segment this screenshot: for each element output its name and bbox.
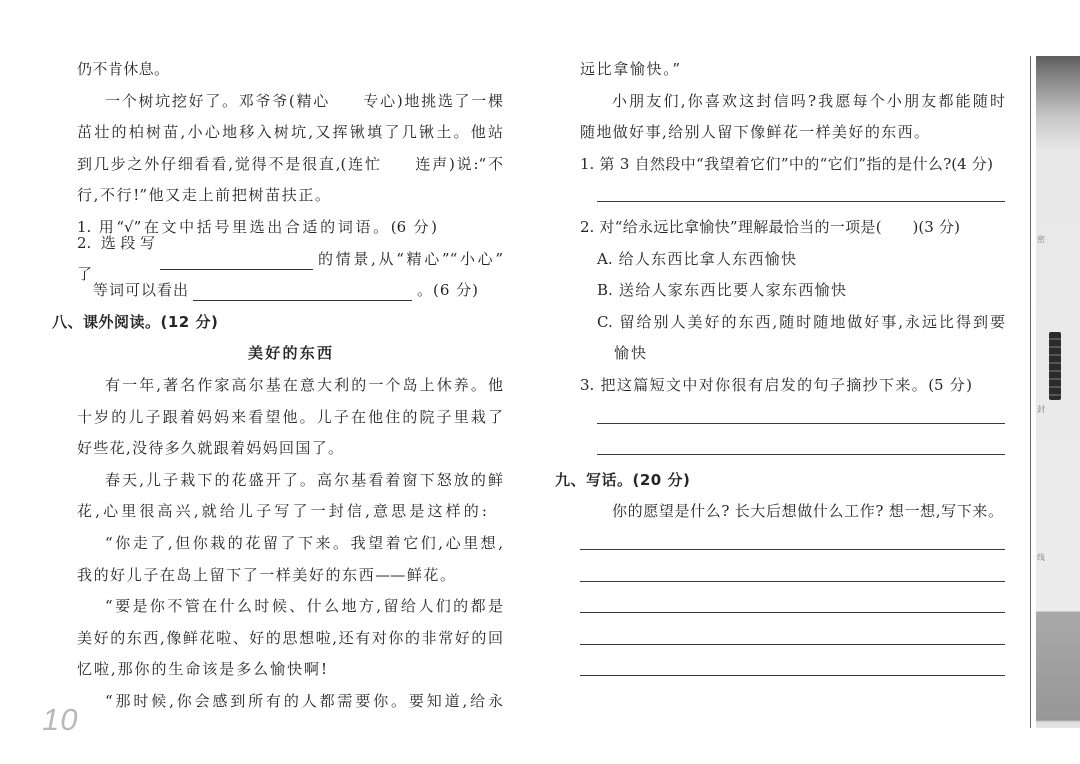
writing-line — [580, 528, 1005, 560]
question-2-cont-prefix: 等词可以看出 — [93, 281, 188, 300]
passage-line: 有一年,著名作家高尔基在意大利的一个岛上休养。他 — [105, 375, 503, 394]
passage-line: 仍不肯休息。 — [77, 60, 169, 78]
reading-question-2: 2. 对“给永远比拿愉快”理解最恰当的一项是( )(3 分) — [580, 217, 960, 236]
passage-line: 美好的东西,像鲜花啦、好的思想啦,还有对你的非常好的回 — [77, 628, 503, 647]
section-heading: 九、写话。(20 分) — [555, 470, 691, 489]
reading-question-3: 3. 把这篇短文中对你很有启发的句子摘抄下来。(5 分) — [580, 375, 972, 394]
passage-line: 好些花,没待多久就跟着妈妈回国了。 — [77, 439, 343, 458]
option-c-continued: 愉快 — [614, 344, 646, 363]
passage-line: 花,心里很高兴,就给儿子写了一封信,意思是这样的: — [77, 502, 487, 521]
writing-line — [580, 654, 1005, 686]
brand-logo-strip — [1049, 332, 1061, 400]
answer-line — [597, 402, 1005, 434]
seal-mark: 线 — [1037, 553, 1045, 562]
option-a: A. 给人东西比拿人东西愉快 — [597, 249, 796, 268]
passage-line: 小朋友们,你喜欢这封信吗?我愿每个小朋友都能随时 — [612, 91, 1005, 110]
writing-line — [580, 591, 1005, 623]
page-number: 10 — [42, 702, 79, 737]
question-2-prefix: 2. 选段写了 — [77, 233, 155, 284]
passage-line: 行,不行!”他又走上前把树苗扶正。 — [77, 186, 330, 205]
passage-line: “你走了,但你栽的花留了下来。我望着它们,心里想, — [105, 533, 503, 552]
answer-line — [597, 433, 1005, 465]
passage-line: “要是你不管在什么时候、什么地方,留给人们的都是 — [105, 597, 503, 616]
passage-line: 到几步之外仔细看看,觉得不是很直,(连忙 连声)说:“不 — [77, 154, 503, 173]
reading-question-1: 1. 第 3 自然段中“我望着它们”中的“它们”指的是什么?(4 分) — [580, 154, 993, 173]
passage-line: 十岁的儿子跟着妈妈来看望他。儿子在他住的院子里栽了 — [77, 407, 503, 426]
seal-mark: 密 — [1037, 235, 1045, 244]
section-heading: 八、课外阅读。(12 分) — [52, 312, 219, 331]
writing-prompt: 你的愿望是什么? 长大后想做什么工作? 想一想,写下来。 — [612, 502, 1004, 521]
seal-line — [1030, 56, 1031, 728]
passage-line: 随地做好事,给别人留下像鲜花一样美好的东西。 — [580, 123, 929, 142]
right-column — [0, 54, 1030, 686]
question-2-cont-suffix: 。(6 分) — [417, 281, 480, 300]
option-c: C. 留给别人美好的东西,随时随地做好事,永远比得到要 — [597, 312, 1005, 331]
passage-line: 春天,儿子栽下的花盛开了。高尔基看着窗下怒放的鲜 — [105, 470, 503, 489]
writing-line — [580, 560, 1005, 592]
question-1: 1. 用“√”在文中括号里选出合适的词语。(6 分) — [77, 217, 437, 236]
question-2-middle: 的情景,从“精心”“小心” — [318, 249, 503, 268]
writing-line — [580, 623, 1005, 655]
passage-line: 我的好儿子在岛上留下了一样美好的东西——鲜花。 — [77, 565, 455, 584]
answer-line — [597, 180, 1005, 212]
passage-line: 忆啦,那你的生命该是多么愉快啊! — [77, 660, 327, 679]
passage-line: 一个树坑挖好了。邓爷爷(精心 专心)地挑选了一棵 — [105, 91, 503, 110]
seal-mark: 封 — [1037, 405, 1045, 414]
passage-line: 远比拿愉快。” — [580, 60, 680, 78]
passage-line: 茁壮的柏树苗,小心地移入树坑,又挥锹填了几锹土。他站 — [77, 123, 503, 142]
option-b: B. 送给人家东西比要人家东西愉快 — [597, 281, 846, 300]
passage-line: “那时候,你会感到所有的人都需要你。要知道,给永 — [105, 691, 503, 710]
passage-title: 美好的东西 — [248, 344, 332, 363]
